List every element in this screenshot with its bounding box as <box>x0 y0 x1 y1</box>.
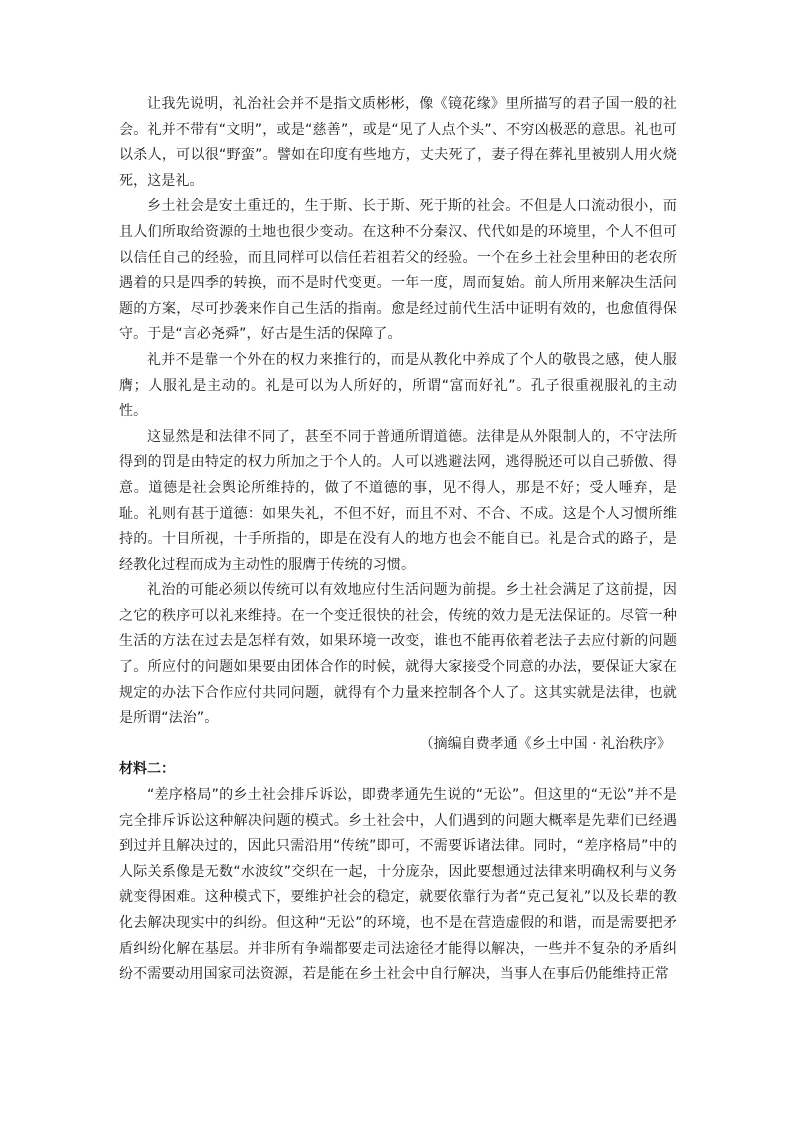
material2-paragraph-1: “差序格局”的乡土社会排斥诉讼，即费孝通先生说的“无讼”。但这里的“无讼”并不是完全排斥诉讼这种解决问题的模式。乡土社会中，人们遇到的问题大概率是先辈们已经遇到过并且解决过的，因此只需沿用“传统”即可，不需要诉诸法律。同时，“差序格局”中的人际关系像是无数“水波纹”交织在一起，十分庞杂，因此要想通过法律来明确权利与义务就变得困难。这种模式下，要维护社会的稳定，就要依靠行为者“克己复礼”以及长辈的教化去解决现实中的纠纷。但这种“无讼”的环境，也不是在营造虚假的和谐，而是需要把矛盾纠纷化解在基层。并非所有争端都要走司法途径才能得以解决，一些并不复杂的矛盾纠纷不需要动用国家司法资源，若是能在乡土社会中自行解决，当事人在事后仍能维持正常 <box>119 787 677 983</box>
material2-heading: 材料二： <box>119 761 175 778</box>
material1-paragraph-3: 礼并不是靠一个外在的权力来推行的，而是从教化中养成了个人的敬畏之感，使人服膺；人服礼是主动的。礼是可以为人所好的，所谓“富而好礼”。孔子很重视服礼的主动性。 <box>119 351 677 420</box>
material1-source: （摘编自费孝通《乡土中国 · 礼治秩序》 <box>419 735 671 752</box>
material1-paragraph-4: 这显然是和法律不同了，甚至不同于普通所谓道德。法律是从外限制人的，不守法所得到的罚是由特定的权力所加之于个人的。人可以逃避法网，逃得脱还可以自己骄傲、得意。道德是社会舆论所维持的，做了不道德的事，见不得人，那是不好；受人唾弃，是耻。礼则有甚于道德：如果失礼，不但不好，而且不对、不合、不成。这是个人习惯所维持的。十目所视，十手所指的，即是在没有人的地方也会不能自已。礼是合式的路子，是经教化过程而成为主动性的服膺于传统的习惯。 <box>119 428 677 573</box>
material1-paragraph-2: 乡土社会是安土重迁的，生于斯、长于斯、死于斯的社会。不但是人口流动很小，而且人们所取给资源的土地也很少变动。在这种不分秦汉、代代如是的环境里，个人不但可以信任自己的经验，而且同样可以信任若祖若父的经验。一个在乡土社会里种田的老农所遇着的只是四季的转换，而不是时代变更。一年一度，周而复始。前人所用来解决生活问题的方案，尽可抄袭来作自己生活的指南。愈是经过前代生活中证明有效的，也愈值得保守。于是“言必尧舜”，好古是生活的保障了。 <box>119 198 677 343</box>
document-page <box>119 92 677 988</box>
material1-paragraph-5: 礼治的可能必须以传统可以有效地应付生活问题为前提。乡土社会满足了这前提，因之它的秩序可以礼来维持。在一个变迁很快的社会，传统的效力是无法保证的。尽管一种生活的方法在过去是怎样有效，如果环境一改变，谁也不能再依着老法子去应付新的问题了。所应付的问题如果要由团体合作的时候，就得大家接受个同意的办法，要保证大家在规定的办法下合作应付共同问题，就得有个力量来控制各个人了。这其实就是法律，也就是所谓“法治”。 <box>119 582 677 727</box>
material1-paragraph-1: 让我先说明，礼治社会并不是指文质彬彬，像《镜花缘》里所描写的君子国一般的社会。礼并不带有“文明”，或是“慈善”，或是“见了人点个头”、不穷凶极恶的意思。礼也可以杀人，可以很“野蛮”。譬如在印度有些地方，丈夫死了，妻子得在葬礼里被别人用火烧死，这是礼。 <box>119 96 677 189</box>
